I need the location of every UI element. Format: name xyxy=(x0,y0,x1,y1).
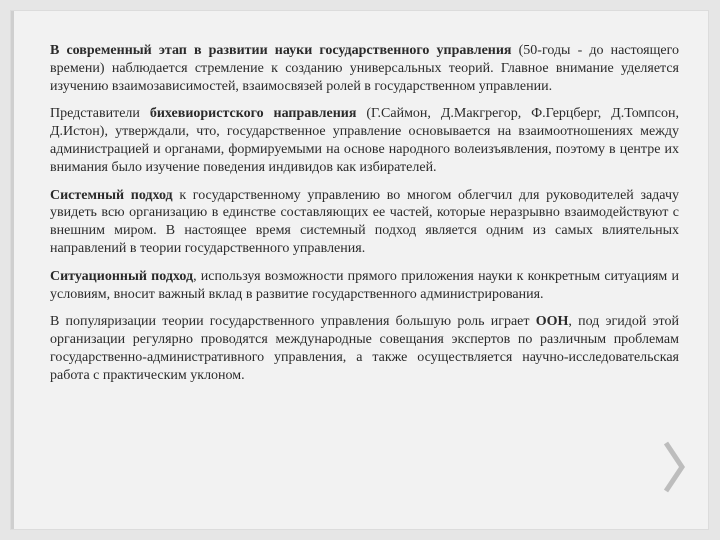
paragraph-modern-stage xyxy=(50,42,679,95)
paragraph-modern-stage-heading: В современный этап в развитии науки государственного управления xyxy=(50,43,512,58)
paragraph-situational-approach-text: , используя возможности прямого приложения науки к конкретным ситуациям и условиям, вносит важный вклад в развитие государственного администрирования. xyxy=(50,268,679,302)
paragraph-un-heading: ООН xyxy=(535,314,569,330)
chevron-right-icon[interactable] xyxy=(660,437,690,497)
paragraph-modern-stage-text: (50-годы - до настоящего времени) наблюдается стремление к созданию универсальных теорий. Главное внимание уделяется изучению взаимозависимостей, взаимосвязей ролей в государственном управлении. xyxy=(50,43,679,94)
slide-content xyxy=(50,42,679,395)
paragraph-behaviorist xyxy=(50,105,679,176)
paragraph-un xyxy=(50,313,679,384)
paragraph-system-approach-heading: Системный подход xyxy=(50,187,173,203)
paragraph-system-approach-text: к государственному управлению во многом облегчил для руководителей задачу увидеть всю организацию в единстве составляющих ее частей, которые неразрывно взаимодействуют с внешним миром. В настоящее время системный подход является одним из самых влиятельных направлений в теории государственного управления. xyxy=(50,187,680,256)
paragraph-behaviorist-text: (Г.Саймон, Д.Макгрегор, Ф.Герцберг, Д.Томпсон, Д.Истон), утверждали, что, государственное управление основывается на взаимоотношениях между администрацией и органами, формируемыми на основе народного волеизъявления, поэтому в центре их внимания было изучение поведения индивидов как избирателей. xyxy=(50,106,679,175)
paragraph-behaviorist-heading: бихевиористского направления xyxy=(149,106,357,122)
paragraph-situational-approach-heading: Ситуационный подход xyxy=(50,268,194,284)
paragraph-behaviorist-lead: Представители xyxy=(50,106,150,122)
paragraph-situational-approach xyxy=(50,268,679,304)
paragraph-system-approach xyxy=(50,187,679,258)
paragraph-un-lead: В популяризации теории государственного управления большую роль играет xyxy=(50,314,536,330)
slide-left-accent xyxy=(11,11,14,529)
paragraph-un-text: , под эгидой этой организации регулярно проводятся международные совещания экспертов по различным проблемам государственно-административного управления, а также осуществляется научно-исследовательская работа с практическим уклоном. xyxy=(50,314,679,383)
